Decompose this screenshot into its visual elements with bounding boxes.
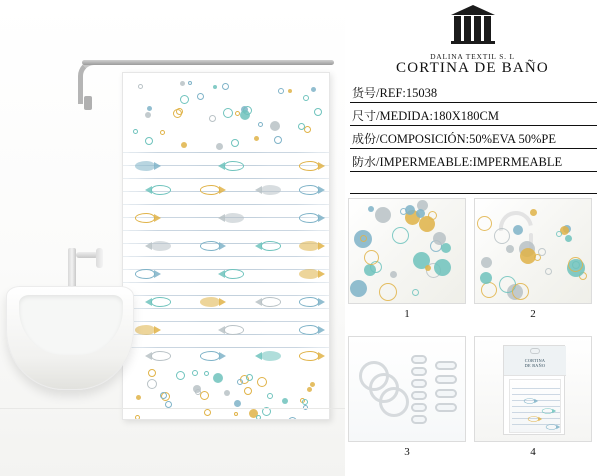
pattern-dot [180, 95, 189, 104]
pattern-dot [246, 374, 253, 381]
pattern-dot [240, 110, 250, 120]
pattern-dot [368, 206, 374, 212]
pattern-dot [350, 280, 367, 297]
pattern-dot [254, 136, 259, 141]
water-line [122, 307, 330, 309]
spec-row-composition [352, 130, 596, 147]
faucet-handle [96, 248, 103, 268]
pattern-dot [311, 87, 316, 92]
pattern-dot [180, 81, 185, 86]
pattern-dot [288, 417, 297, 420]
building-columns-logo-icon [345, 4, 600, 51]
spec-value-waterproof: IMPERMEABLE [472, 155, 563, 169]
thumbnail-4-number: 4 [530, 446, 536, 458]
spec-value-composition: 50%EVA 50%PE [469, 132, 557, 146]
fish-tail [154, 326, 161, 334]
fish-tail [145, 298, 152, 306]
curtain-ring-stacked [411, 403, 427, 412]
fish-motif [135, 269, 161, 279]
thumbnail-1-number: 1 [404, 308, 410, 320]
pattern-dot [145, 137, 153, 145]
water-line [122, 281, 330, 283]
water-line [122, 151, 330, 153]
pattern-dot [209, 115, 216, 122]
fish-tail [145, 242, 152, 250]
fish-tail [154, 270, 161, 278]
pattern-dot [258, 122, 263, 127]
brand-logo [345, 4, 600, 61]
fish-body [151, 185, 171, 195]
curtain-ring-stacked [435, 375, 457, 384]
fish-body [299, 351, 319, 361]
spec-label-cn-size: 尺寸 [352, 109, 377, 123]
pattern-dot [197, 93, 204, 100]
pattern-dot [223, 108, 233, 118]
divider-2 [350, 125, 597, 126]
pattern-dot [302, 399, 308, 405]
fish-tail [318, 186, 325, 194]
fish-body [224, 161, 244, 171]
fish-motif [524, 398, 538, 404]
curtain-rod-bracket [84, 96, 92, 110]
fish-motif [546, 424, 560, 430]
fish-body [299, 213, 319, 223]
spec-label-cn-ref: 货号 [352, 86, 377, 100]
pattern-dot [145, 112, 151, 118]
spec-label-cn-waterproof: 防水 [352, 155, 377, 169]
fish-body [261, 185, 281, 195]
pattern-dot [133, 129, 138, 134]
pattern-dot [147, 106, 152, 111]
retail-package [503, 345, 565, 435]
fish-tail [318, 214, 325, 222]
curtain-ring-stacked [411, 355, 427, 364]
thumbnail-3 [348, 336, 466, 442]
pattern-dot [310, 382, 315, 387]
curtain-ring [379, 387, 409, 417]
pattern-dot [160, 130, 165, 135]
spec-value-ref: 15038 [405, 86, 438, 100]
pattern-dot [303, 95, 309, 101]
fish-motif [528, 416, 542, 422]
curtain-ring-stacked [411, 367, 427, 376]
divider-3 [350, 148, 597, 149]
fish-tail [145, 352, 152, 360]
pattern-dot [390, 271, 397, 278]
pattern-dot [200, 391, 209, 400]
pattern-dot [135, 415, 140, 420]
fish-tail [318, 270, 325, 278]
fish-body [151, 351, 171, 361]
pattern-dot [234, 412, 238, 416]
water-line [122, 320, 330, 322]
fish-motif [145, 351, 171, 361]
spec-label-es-ref: /REF: [376, 86, 406, 100]
fish-body [200, 241, 220, 251]
fish-body [200, 351, 220, 361]
spec-row-waterproof [352, 153, 596, 170]
fish-motif [200, 185, 226, 195]
pattern-dot [213, 373, 223, 383]
curtain-ring-stacked [435, 403, 457, 412]
water-line [122, 346, 330, 348]
fish-tail [538, 417, 542, 421]
spec-label-cn-composition: 成份 [352, 132, 377, 146]
fish-motif [299, 297, 325, 307]
pattern-dot [173, 109, 182, 118]
fish-body [224, 325, 244, 335]
thumbnail-2-number: 2 [530, 308, 536, 320]
pattern-dot [257, 377, 267, 387]
fish-body [261, 241, 281, 251]
fish-body [224, 269, 244, 279]
curtain-ring-stacked [411, 391, 427, 400]
fish-motif [299, 241, 325, 251]
spec-row-ref [352, 84, 596, 101]
fish-motif [255, 241, 281, 251]
pattern-dot [288, 89, 292, 93]
fish-body [299, 185, 319, 195]
package-label [510, 358, 560, 369]
fish-tail [318, 326, 325, 334]
fish-motif [135, 161, 161, 171]
fish-body [261, 351, 281, 361]
pattern-dot [274, 136, 282, 144]
fish-body [135, 213, 155, 223]
fish-motif [145, 185, 171, 195]
fish-tail [556, 425, 560, 429]
pattern-dot [213, 85, 217, 89]
water-line [122, 229, 330, 231]
fish-tail [318, 352, 325, 360]
pattern-dot [147, 379, 157, 389]
spec-row-size [352, 107, 596, 124]
fish-motif [135, 213, 161, 223]
curtain-ring-stacked [411, 415, 427, 424]
fish-body [299, 297, 319, 307]
pattern-dot [270, 121, 280, 131]
fish-motif [200, 351, 226, 361]
pattern-dot [237, 379, 243, 385]
water-line [122, 255, 330, 257]
water-line [122, 294, 330, 296]
thumbnail-2 [474, 198, 592, 304]
pattern-dot [520, 248, 536, 264]
fish-motif [299, 161, 325, 171]
fish-tail [219, 242, 226, 250]
water-line [122, 203, 330, 205]
pattern-dot [188, 81, 192, 85]
pattern-dot [304, 126, 311, 133]
spec-value-size: 180X180CM [432, 109, 499, 123]
pattern-dot [267, 393, 273, 399]
fish-motif [255, 185, 281, 195]
fish-body [151, 241, 171, 251]
fish-tail [219, 352, 226, 360]
pattern-dot [192, 370, 198, 376]
fish-body [151, 297, 171, 307]
fish-motif [299, 325, 325, 335]
fish-body [528, 416, 539, 422]
fish-motif [200, 241, 226, 251]
fish-body [224, 213, 244, 223]
fish-body [546, 424, 557, 430]
fish-motif [218, 213, 244, 223]
curtain-ring-stacked [411, 379, 427, 388]
fish-tail [255, 186, 262, 194]
fish-motif [255, 297, 281, 307]
pattern-dot [434, 259, 451, 276]
fish-tail [534, 399, 538, 403]
fish-body [299, 161, 319, 171]
pattern-dot [216, 143, 223, 150]
pattern-dot [204, 409, 211, 416]
fish-tail [219, 298, 226, 306]
fish-tail [552, 409, 556, 413]
curtain-ring-stacked [435, 361, 457, 370]
water-line [122, 177, 330, 179]
fish-body [261, 297, 281, 307]
fish-tail [318, 162, 325, 170]
water-line [512, 388, 560, 389]
pattern-dot [282, 398, 288, 404]
fish-tail [255, 298, 262, 306]
pattern-dot [441, 243, 451, 253]
thumbnail-1 [348, 198, 466, 304]
fish-body [200, 185, 220, 195]
fish-body [299, 269, 319, 279]
package-header [504, 346, 566, 376]
spec-label-es-waterproof: /IMPERMEABLE: [376, 155, 473, 169]
package-label-line2: DE BAÑO [524, 363, 546, 369]
thumbnail-3-number: 3 [404, 446, 410, 458]
shower-curtain [122, 72, 330, 420]
fish-body [299, 241, 319, 251]
pattern-dot [204, 371, 209, 376]
bathtub [6, 286, 134, 390]
fish-tail [255, 242, 262, 250]
pattern-dot [176, 371, 185, 380]
fish-tail [218, 326, 225, 334]
fish-tail [219, 186, 226, 194]
pattern-dot [244, 387, 252, 395]
curtain-ring-stacked [435, 389, 457, 398]
fish-tail [218, 162, 225, 170]
water-line [512, 406, 560, 407]
fish-motif [299, 351, 325, 361]
divider-5 [350, 193, 597, 194]
curtain-rod-elbow [78, 60, 106, 104]
pattern-dot [165, 401, 172, 408]
divider-4 [350, 171, 597, 172]
fish-tail [255, 352, 262, 360]
pattern-dot [136, 395, 141, 400]
fish-body [200, 297, 220, 307]
fish-body [135, 325, 155, 335]
pattern-dot [360, 235, 367, 242]
fish-body [542, 408, 553, 414]
fish-motif [542, 408, 556, 414]
pattern-dot [412, 289, 419, 296]
thumbnail-grid [348, 198, 598, 470]
pattern-dot [278, 88, 284, 94]
fish-body [524, 398, 535, 404]
fish-motif [255, 351, 281, 361]
fish-body [299, 325, 319, 335]
pattern-dot [428, 211, 437, 220]
pattern-dot [181, 142, 187, 148]
divider-1 [350, 102, 597, 103]
fish-body [135, 269, 155, 279]
fish-tail [318, 298, 325, 306]
pattern-dot [224, 390, 230, 396]
thumbnail-4 [474, 336, 592, 442]
pattern-dot [364, 264, 376, 276]
fish-tail [218, 270, 225, 278]
fish-body [135, 161, 155, 171]
fish-motif [200, 297, 226, 307]
floor-line [0, 408, 345, 409]
fish-motif [218, 269, 244, 279]
pattern-dot [314, 108, 322, 116]
package-hang-hole [530, 348, 540, 354]
fish-motif [135, 325, 161, 335]
fish-motif [145, 297, 171, 307]
pattern-dot [222, 83, 229, 90]
pattern-dot [307, 387, 312, 392]
fish-tail [318, 242, 325, 250]
pattern-dot [392, 227, 409, 244]
curtain-rod [82, 60, 334, 65]
fish-tail [145, 186, 152, 194]
spec-label-es-composition: /COMPOSICIÓN: [376, 132, 470, 146]
fish-motif [299, 213, 325, 223]
pattern-dot [256, 415, 261, 420]
page-title: CORTINA DE BAÑO [396, 60, 549, 76]
fish-tail [154, 214, 161, 222]
fish-motif [218, 161, 244, 171]
fish-motif [299, 269, 325, 279]
pattern-dot [405, 205, 415, 215]
water-line [512, 394, 560, 395]
pattern-dot [568, 257, 583, 272]
bathtub-basin [19, 295, 123, 355]
faucet-spout [76, 252, 98, 258]
pattern-dot [231, 139, 239, 147]
package-window [509, 379, 561, 433]
fish-motif [218, 325, 244, 335]
spec-label-es-size: /MEDIDA: [376, 109, 433, 123]
pattern-dot [234, 400, 241, 407]
brand-name: DALINA TEXTIL S. L [430, 52, 515, 61]
fish-tail [218, 214, 225, 222]
pattern-dot [148, 369, 156, 377]
fish-motif [299, 185, 325, 195]
fish-motif [145, 241, 171, 251]
fish-tail [154, 162, 161, 170]
pattern-dot [298, 123, 305, 130]
package-label-line1: CORTINA [524, 358, 546, 363]
pattern-dot [138, 84, 143, 89]
